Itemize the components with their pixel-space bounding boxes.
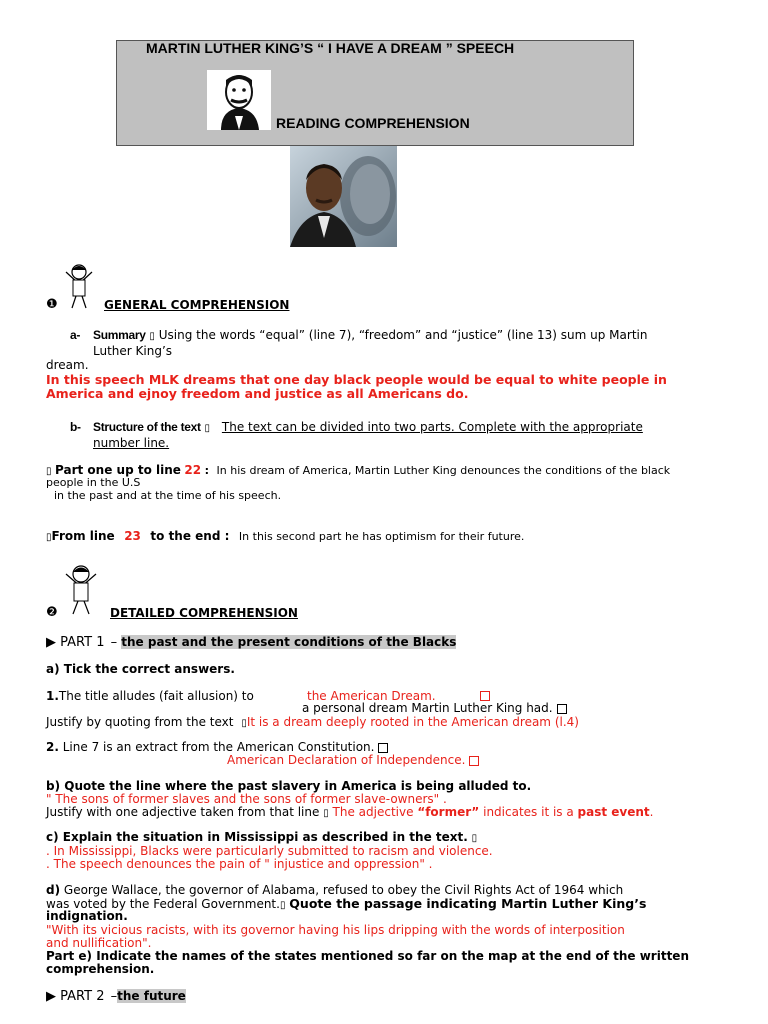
part1-heading: [46, 635, 456, 650]
q1-answer: It is a dream deeply rooted in the American dream (l.4): [246, 715, 579, 729]
part-one-line: [46, 463, 670, 477]
from-line-label: From line: [51, 529, 115, 543]
mlk-photo-image: [290, 146, 397, 247]
b-answer2-pre: The adjective: [332, 805, 414, 819]
arrow-icon: ▯: [471, 833, 478, 844]
q1-option-1-checkbox[interactable]: [480, 691, 490, 701]
summary-question-2: Luther King’s: [93, 344, 173, 358]
part2-dash: –: [110, 989, 118, 1004]
q1-justify-label: Justify by quoting from the text: [46, 715, 234, 729]
d-question-2: indignation.: [46, 909, 128, 923]
part1-title: the past and the present conditions of the Blacks: [121, 635, 457, 649]
b-answer2-dot: .: [649, 805, 654, 819]
q2-number: 2.: [46, 740, 59, 754]
q1-number: 1.: [46, 689, 59, 703]
bullet-icon: ▯: [46, 466, 52, 477]
d-answer-1: "With its vicious racists, with its governor having his lips dripping with the words of interposition: [46, 923, 625, 937]
q1-option-2-label: a personal dream Martin Luther King had.: [302, 701, 553, 715]
part-one-text-2: people in the U.S: [46, 476, 141, 489]
from-line-number: 23: [124, 529, 141, 543]
question-b: b) Quote the line where the past slavery in America is being alluded to.: [46, 779, 532, 793]
q2-text: Line 7 is an extract from the American Constitution.: [62, 740, 375, 754]
arrow-icon: ▯: [279, 900, 286, 911]
summary-question: Using the words “equal” (line 7), “freedom” and “justice” (line 13) sum up Martin: [158, 328, 648, 342]
question-c-answer-1: . In Mississippi, Blacks were particularly submitted to racism and violence.: [46, 844, 493, 858]
summary-label: Summary: [93, 328, 146, 342]
q1-option-2-checkbox[interactable]: [557, 704, 567, 714]
b-answer2-word: “former”: [417, 805, 480, 819]
part-one-text: In his dream of America, Martin Luther King denounces the conditions of the black: [216, 464, 671, 477]
question-c-line: [46, 830, 477, 844]
question-a: a) Tick the correct answers.: [46, 662, 235, 676]
play-icon: ▶: [46, 989, 56, 1004]
question-b-answer: " The sons of former slaves and the sons of former slave-owners" .: [46, 792, 447, 806]
play-icon: ▶: [46, 635, 56, 650]
b-answer2-mid: indicates it is a: [483, 805, 574, 819]
cartoon-pupil-icon: [62, 262, 96, 310]
arrow-icon: ▯: [241, 718, 247, 729]
page-title: MARTIN LUTHER KING’S “ I HAVE A DREAM ” SPEECH: [146, 40, 515, 56]
structure-question-2: number line.: [93, 436, 170, 450]
q2-option-2-label: American Declaration of Independence.: [227, 753, 466, 767]
part2-title: the future: [117, 989, 186, 1003]
part-two-text: In this second part he has optimism for their future.: [238, 530, 525, 543]
part2-heading: [46, 989, 186, 1004]
b-answer2-end: past event: [577, 805, 650, 819]
section-number-1: ❶: [46, 297, 58, 312]
q2-option-2: [227, 753, 479, 767]
item-a-letter: a-: [70, 328, 81, 342]
q1-option-1-label: the American Dream.: [307, 689, 436, 703]
general-heading: GENERAL COMPREHENSION: [104, 298, 290, 312]
part-two-line: [46, 529, 524, 543]
question-e-1: Part e) Indicate the names of the states mentioned so far on the map at the end of the written: [46, 949, 689, 963]
bullet-icon: ▯: [46, 532, 52, 543]
section-number-2: ❷: [46, 605, 58, 620]
d-question: Quote the passage indicating Martin Luther King’s: [289, 896, 647, 911]
q2-line: [46, 740, 388, 754]
d-answer-2: and nullification".: [46, 936, 152, 950]
b-justify-label: Justify with one adjective taken from that line: [46, 805, 320, 819]
structure-label: Structure of the text: [93, 420, 201, 434]
arrow-icon: ▯: [323, 808, 329, 819]
question-e-2: comprehension.: [46, 962, 155, 976]
mlk-portrait-icon: [207, 70, 271, 130]
q1-line: [46, 689, 254, 703]
question-d-line-1: [46, 883, 623, 897]
q1-option-2: [302, 701, 567, 715]
q1-justify-line: [46, 715, 579, 729]
question-c: c) Explain the situation in Mississippi as described in the text.: [46, 830, 468, 844]
d-text-2: was voted by the Federal Government.: [46, 897, 280, 911]
arrow-icon: ▯: [204, 423, 211, 434]
d-text-1: George Wallace, the governor of Alabama, refused to obey the Civil Rights Act of 1964 which: [63, 883, 624, 897]
part-one-line-number: 22: [184, 463, 202, 477]
part-one-label: Part one up to line: [55, 463, 181, 477]
summary-answer-2: America and ejnoy freedom and justice as all Americans do.: [46, 386, 469, 401]
q2-option-1-checkbox[interactable]: [378, 743, 388, 753]
page-subtitle: READING COMPREHENSION: [276, 115, 470, 131]
item-a-line: [93, 328, 647, 342]
part-one-colon: :: [204, 464, 210, 477]
q1-text: The title alludes (fait allusion) to: [58, 689, 254, 703]
summary-question-3: dream.: [46, 358, 89, 372]
cartoon-pupil-icon: [62, 562, 100, 616]
to-the-end-label: to the end :: [150, 529, 230, 543]
part1-dash: –: [110, 635, 118, 650]
question-b-justify-line: [46, 805, 654, 819]
arrow-icon: ▯: [149, 331, 155, 342]
part1-label: PART 1: [60, 635, 105, 650]
question-c-answer-2: . The speech denounces the pain of " injustice and oppression" .: [46, 857, 433, 871]
question-d-line-2: [46, 896, 646, 911]
item-b-letter: b-: [70, 420, 81, 434]
part-one-text-3: in the past and at the time of his speech.: [54, 489, 282, 502]
part2-label: PART 2: [60, 989, 105, 1004]
q2-option-2-checkbox[interactable]: [469, 756, 479, 766]
detailed-heading: DETAILED COMPREHENSION: [110, 606, 298, 620]
structure-question: The text can be divided into two parts. Complete with the appropriate: [221, 420, 643, 434]
d-label: d): [46, 883, 61, 897]
item-b-line: [93, 420, 643, 434]
summary-answer-1: In this speech MLK dreams that one day black people would be equal to white people in: [46, 372, 667, 387]
